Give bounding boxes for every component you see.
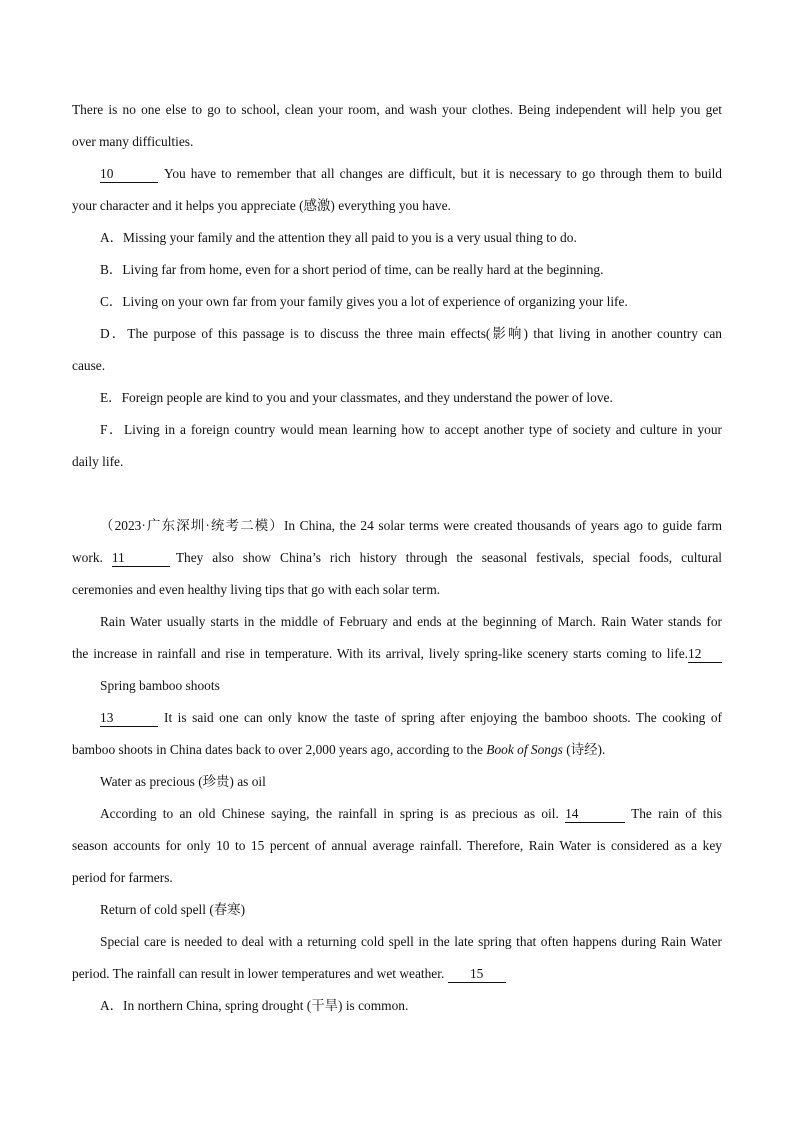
passage-intro: （2023·广东深圳·统考二模）In China, the 24 solar terms were created thousands of years ago to guide farm: [100, 518, 722, 533]
answer-blank-15[interactable]: 15: [448, 966, 506, 983]
paragraph-text: The rain of this: [631, 806, 722, 821]
paragraph-text: bamboo shoots in China dates back to over 2,000 years ago, according to the: [72, 742, 483, 757]
answer-blank-13[interactable]: 13: [100, 710, 158, 727]
paragraph-text: It is said one can only know the taste of spring after enjoying the bamboo shoots. The cooking of: [164, 710, 722, 725]
paragraph-text: (诗经).: [566, 742, 606, 757]
paragraph-line-q15: [72, 961, 722, 993]
section-gap: [72, 481, 722, 513]
option-e: E．Foreign people are kind to you and your classmates, and they understand the power of love.: [100, 390, 613, 405]
option-a-part2: A．In northern China, spring drought (干旱) is common.: [100, 998, 409, 1013]
option-d-continued: cause.: [72, 358, 106, 373]
answer-blank-14[interactable]: 14: [565, 806, 625, 823]
paragraph-line: your character and it helps you appreciate (感激) everything you have.: [72, 198, 451, 213]
paragraph-text: period. The rainfall can result in lower temperatures and wet weather.: [72, 966, 445, 981]
paragraph-text: work.: [72, 550, 103, 565]
paragraph-text: According to an old Chinese saying, the rainfall in spring is as precious as oil.: [100, 806, 559, 821]
paragraph-line: There is no one else to go to school, clean your room, and wash your clothes. Being independent will help you get: [72, 102, 722, 117]
subheading-cold-spell: Return of cold spell (春寒): [100, 902, 246, 917]
answer-blank-12[interactable]: 12: [688, 646, 722, 663]
paragraph-line: season accounts for only 10 to 15 percent of annual average rainfall. Therefore, Rain Water is considered as a key: [72, 838, 722, 853]
option-c: C．Living on your own far from your family gives you a lot of experience of organizing your life.: [100, 294, 628, 309]
subheading-bamboo: Spring bamboo shoots: [100, 678, 220, 693]
paragraph-line-q11: [72, 545, 722, 577]
option-f-continued: daily life.: [72, 454, 124, 469]
paragraph-line: ceremonies and even healthy living tips that go with each solar term.: [72, 582, 441, 597]
paragraph-line: Special care is needed to deal with a returning cold spell in the late spring that often happens during Rain Water: [100, 934, 722, 949]
paragraph-line: over many difficulties.: [72, 134, 194, 149]
paragraph-text: You have to remember that all changes are difficult, but it is necessary to go through them to build: [164, 166, 722, 181]
option-a: A．Missing your family and the attention they all paid to you is a very usual thing to do.: [100, 230, 577, 245]
paragraph-line-q12: [72, 641, 722, 673]
subheading-water: Water as precious (珍贵) as oil: [100, 774, 266, 789]
document-page: [72, 97, 722, 1025]
paragraph-text: They also show China’s rich history through the seasonal festivals, special foods, cultural: [175, 550, 722, 565]
option-f: F．Living in a foreign country would mean learning how to accept another type of society and culture in your: [100, 422, 722, 437]
book-title: Book of Songs: [486, 742, 563, 757]
answer-blank-11[interactable]: 11: [112, 550, 170, 567]
paragraph-line-q13: [72, 705, 722, 737]
option-d: D．The purpose of this passage is to discuss the three main effects(影响) that living in another country can: [100, 326, 722, 341]
paragraph-line: [72, 737, 722, 769]
paragraph-text: the increase in rainfall and rise in temperature. With its arrival, lively spring-like scenery starts coming to life.: [72, 646, 688, 661]
paragraph-line: Rain Water usually starts in the middle of February and ends at the beginning of March. Rain Water stands for: [100, 614, 722, 629]
answer-blank-10[interactable]: 10: [100, 166, 158, 183]
option-b: B．Living far from home, even for a short period of time, can be really hard at the beginning.: [100, 262, 604, 277]
paragraph-line-q10: [72, 161, 722, 193]
paragraph-line: period for farmers.: [72, 870, 173, 885]
paragraph-line-q14: [72, 801, 722, 833]
